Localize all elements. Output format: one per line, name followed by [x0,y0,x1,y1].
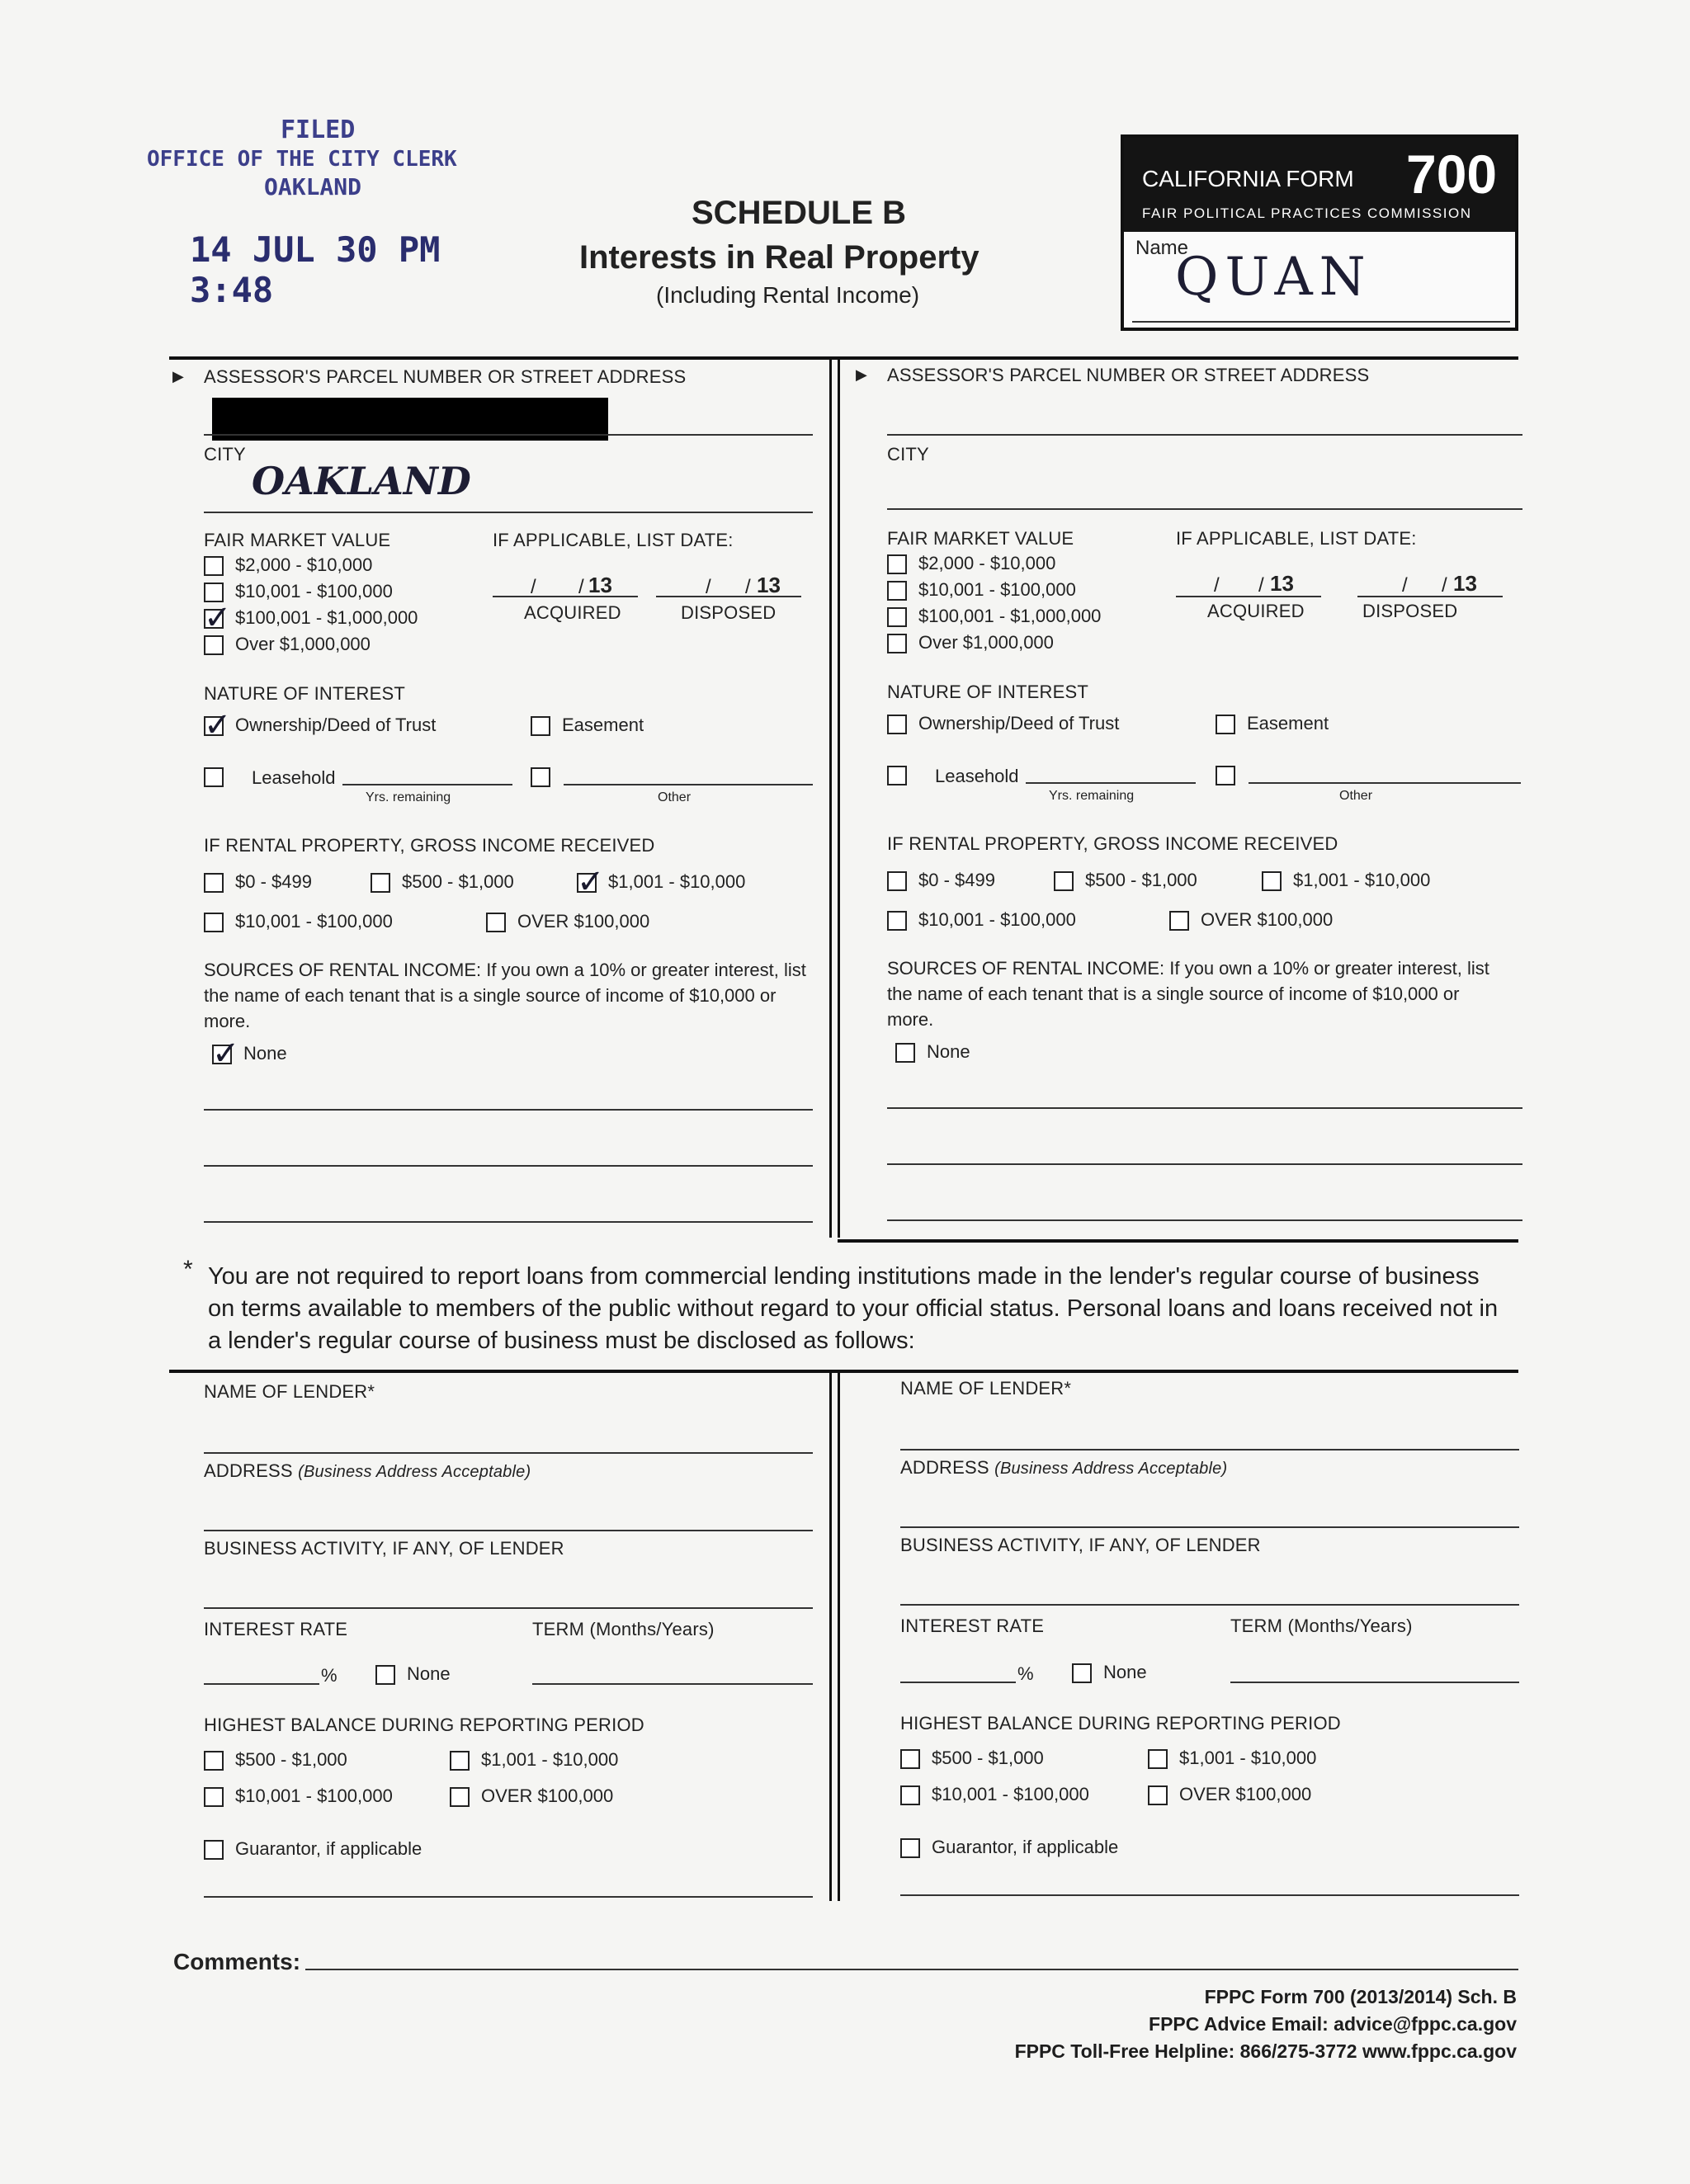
balance-checkbox-2[interactable] [1148,1749,1168,1769]
lender-label: NAME OF LENDER* [900,1378,1072,1399]
address-label [900,1457,1227,1479]
tenant-line-1 [887,1107,1522,1109]
easement-label: Easement [1247,713,1329,734]
activity-line [204,1607,813,1609]
lender-label: NAME OF LENDER* [204,1381,375,1402]
stamp-datetime: 14 JUL 30 PM 3:48 [190,229,441,310]
other-label: Other [1339,789,1373,803]
yrs-remaining-line [1026,782,1196,784]
acquired-label: ACQUIRED [524,602,621,623]
city-line [204,512,813,513]
disposed-slash-2: / [1442,574,1447,597]
easement-checkbox[interactable] [531,716,550,736]
left-loan [169,1373,821,1901]
fmv-option-3: $100,001 - $1,000,000 [918,606,1102,626]
leasehold-label: Leasehold [935,766,1019,786]
parcel-line [204,434,813,436]
activity-label: BUSINESS ACTIVITY, IF ANY, OF LENDER [900,1535,1261,1555]
yrs-remaining-label: Yrs. remaining [1049,789,1135,803]
parcel-line [887,434,1522,436]
tenant-line-3 [204,1221,813,1223]
fmv-checkbox-3[interactable] [204,609,224,629]
percent-sign: % [321,1665,338,1686]
stamp-city: OAKLAND [264,173,362,200]
tenant-line-3 [887,1219,1522,1221]
acquired-line [493,596,638,597]
acquired-year: 13 [1270,571,1294,596]
highest-balance-label: HIGHEST BALANCE DURING REPORTING PERIOD [204,1715,644,1735]
yrs-remaining-line [342,784,512,785]
fmv-option-1: $2,000 - $10,000 [918,553,1056,573]
commission-label: FAIR POLITICAL PRACTICES COMMISSION [1142,205,1472,221]
disposed-year: 13 [757,573,781,597]
rental-option-1: $0 - $499 [918,870,995,890]
rental-option-3: $1,001 - $10,000 [608,871,746,892]
disposed-slash-2: / [745,576,751,598]
rate-none-label: None [1103,1662,1147,1682]
city-line [887,508,1522,510]
loan-divider-right [838,1373,840,1901]
acquired-slash-2: / [578,576,584,598]
guarantor-line [204,1896,813,1898]
rate-none-checkbox[interactable] [1072,1663,1092,1683]
balance-option-4: OVER $100,000 [481,1785,614,1806]
rental-option-2: $500 - $1,000 [1085,870,1197,890]
balance-checkbox-3[interactable] [900,1785,920,1805]
parcel-label: ASSESSOR'S PARCEL NUMBER OR STREET ADDRESS [204,366,687,387]
disposed-line [1357,596,1503,597]
list-date-label: IF APPLICABLE, LIST DATE: [493,530,734,550]
easement-checkbox[interactable] [1216,715,1235,734]
fmv-option-1: $2,000 - $10,000 [235,554,373,575]
footer-helpline: FPPC Toll-Free Helpline: 866/275-3772 www.fppc.ca.gov [1014,2040,1517,2062]
sources-none-checkbox[interactable] [212,1045,232,1064]
city-value: OAKLAND [252,459,471,503]
address-note: (Business Address Acceptable) [298,1463,531,1481]
disposed-slash-1: / [1402,574,1408,597]
sources-text: SOURCES OF RENTAL INCOME: If you own a 10% or greater interest, list the name of each tenant that is a single source of income of $10,000 or more. [204,960,806,1031]
balance-option-2: $1,001 - $10,000 [481,1749,619,1770]
activity-line [900,1604,1519,1606]
rental-checkbox-5[interactable] [486,913,506,932]
percent-sign: % [1017,1663,1034,1684]
disposed-label: DISPOSED [1362,601,1458,621]
fmv-checkbox-1[interactable] [204,556,224,576]
address-text: ADDRESS [900,1457,989,1478]
interest-rate-label: INTEREST RATE [900,1616,1045,1636]
rental-checkbox-2[interactable] [1054,871,1074,891]
balance-option-4: OVER $100,000 [1179,1784,1312,1804]
list-date-label: IF APPLICABLE, LIST DATE: [1176,528,1417,549]
fmv-option-4: Over $1,000,000 [235,634,371,654]
city-label: CITY [204,444,246,465]
highest-balance-label: HIGHEST BALANCE DURING REPORTING PERIOD [900,1713,1341,1734]
sources-none-checkbox[interactable] [895,1043,915,1063]
footer [1015,1984,1517,2065]
guarantor-checkbox[interactable] [204,1840,224,1860]
acquired-slash-1: / [1214,574,1220,597]
fmv-checkbox-3[interactable] [887,607,907,627]
guarantor-checkbox[interactable] [900,1838,920,1858]
yrs-remaining-label: Yrs. remaining [366,790,451,804]
name-line [1132,321,1510,323]
sources-none-label: None [927,1041,970,1062]
rental-checkbox-5[interactable] [1169,911,1189,931]
rental-label: IF RENTAL PROPERTY, GROSS INCOME RECEIVED [204,835,655,856]
fmv-option-2: $10,001 - $100,000 [235,581,393,601]
guarantor-label: Guarantor, if applicable [932,1837,1119,1857]
stamp-office: OFFICE OF THE CITY CLERK [147,147,457,172]
stamp-filed: FILED [281,116,356,144]
loan-divider-left [829,1373,832,1901]
rental-option-5: OVER $100,000 [517,911,650,932]
acquired-slash-2: / [1258,574,1264,597]
rental-checkbox-3[interactable] [577,873,597,893]
disposed-slash-1: / [706,576,711,598]
ownership-label: Ownership/Deed of Trust [918,713,1120,734]
address-line [204,1530,813,1531]
term-label: TERM (Months/Years) [1230,1616,1413,1636]
address-label [204,1460,531,1482]
comments-label: Comments: [173,1949,301,1974]
right-loan [854,1373,1518,1901]
fmv-checkbox-4[interactable] [887,634,907,653]
rental-checkbox-1[interactable] [204,873,224,893]
form-label: CALIFORNIA FORM [1142,166,1354,191]
acquired-slash-1: / [531,576,536,598]
nature-label: NATURE OF INTEREST [887,682,1088,702]
name-value: QUAN [1175,247,1372,308]
tenant-line-2 [887,1163,1522,1165]
tenant-line-1 [204,1109,813,1111]
fmv-label: FAIR MARKET VALUE [887,528,1074,549]
schedule-label: SCHEDULE B [692,195,907,231]
balance-checkbox-4[interactable] [1148,1785,1168,1805]
rental-option-2: $500 - $1,000 [402,871,514,892]
arrow-icon: ▶ [856,366,867,383]
balance-checkbox-3[interactable] [204,1787,224,1807]
interest-rate-line [900,1682,1016,1683]
fmv-option-2: $10,001 - $100,000 [918,579,1076,600]
fmv-checkbox-4[interactable] [204,635,224,655]
other-interest-checkbox[interactable] [1216,766,1235,785]
city-label: CITY [887,444,929,465]
leasehold-label: Leasehold [252,767,336,788]
acquired-line [1176,596,1321,597]
other-interest-checkbox[interactable] [531,767,550,787]
footer-form-id: FPPC Form 700 (2013/2014) Sch. B [1204,1986,1517,2007]
address-line [900,1526,1519,1528]
rental-checkbox-4[interactable] [887,911,907,931]
lender-line [204,1452,813,1454]
page-subtitle: (Including Rental Income) [656,282,920,308]
balance-option-2: $1,001 - $10,000 [1179,1748,1317,1768]
balance-checkbox-2[interactable] [450,1751,470,1771]
sources-text: SOURCES OF RENTAL INCOME: If you own a 10% or greater interest, list the name of each tenant that is a single source of income of $10,000 or more. [887,958,1489,1030]
rental-option-5: OVER $100,000 [1201,909,1334,930]
ownership-checkbox[interactable] [887,715,907,734]
guarantor-label: Guarantor, if applicable [235,1838,422,1859]
loans-note: You are not required to report loans from commercial lending institutions made in the lender's regular course of business on terms available to members of the public without regard to your official status. Personal loans and loans received not in a lender's regular course of business must be disclosed as follows: [208,1263,1499,1354]
balance-checkbox-4[interactable] [450,1787,470,1807]
other-line [1249,782,1521,784]
rental-checkbox-4[interactable] [204,913,224,932]
form-box-header [1124,138,1515,232]
rental-checkbox-3[interactable] [1262,871,1282,891]
property-bottom-rule [838,1239,1518,1243]
form-number: 700 [1406,144,1498,205]
ownership-label: Ownership/Deed of Trust [235,715,437,735]
balance-option-3: $10,001 - $100,000 [932,1784,1089,1804]
balance-option-1: $500 - $1,000 [235,1749,347,1770]
right-property [854,360,1518,1234]
disposed-year: 13 [1453,571,1477,596]
fmv-label: FAIR MARKET VALUE [204,530,391,550]
guarantor-line [900,1894,1519,1896]
rental-option-4: $10,001 - $100,000 [918,909,1076,930]
leasehold-checkbox[interactable] [204,767,224,787]
term-line [1230,1682,1519,1683]
balance-option-3: $10,001 - $100,000 [235,1785,393,1806]
rate-none-label: None [407,1663,451,1684]
footer-advice-email: FPPC Advice Email: advice@fppc.ca.gov [1149,2013,1517,2035]
left-property [169,360,821,1234]
rental-label: IF RENTAL PROPERTY, GROSS INCOME RECEIVED [887,833,1338,854]
disposed-label: DISPOSED [681,602,777,623]
balance-checkbox-1[interactable] [204,1751,224,1771]
sources-none-label: None [243,1043,287,1064]
rental-option-4: $10,001 - $100,000 [235,911,393,932]
rental-checkbox-2[interactable] [371,873,390,893]
easement-label: Easement [562,715,644,735]
page-title: Interests in Real Property [579,239,980,276]
property-divider-right [838,356,840,1238]
property-divider-left [829,356,832,1238]
acquired-year: 13 [588,573,612,597]
arrow-icon: ▶ [172,368,184,384]
name-label: Name [1135,237,1189,259]
rental-option-1: $0 - $499 [235,871,312,892]
interest-rate-line [204,1683,319,1685]
address-note: (Business Address Acceptable) [994,1460,1228,1478]
term-line [532,1683,813,1685]
other-line [564,784,813,785]
balance-checkbox-1[interactable] [900,1749,920,1769]
leasehold-checkbox[interactable] [887,766,907,785]
activity-label: BUSINESS ACTIVITY, IF ANY, OF LENDER [204,1538,564,1559]
fmv-option-3: $100,001 - $1,000,000 [235,607,418,628]
address-text: ADDRESS [204,1460,293,1481]
form-box [1121,134,1518,331]
note-asterisk: * [183,1256,193,1283]
balance-option-1: $500 - $1,000 [932,1748,1044,1768]
fmv-checkbox-1[interactable] [887,554,907,574]
interest-rate-label: INTEREST RATE [204,1619,348,1639]
lender-line [900,1449,1519,1450]
fmv-checkbox-2[interactable] [887,581,907,601]
comments-line [305,1969,1518,1970]
nature-label: NATURE OF INTEREST [204,683,405,704]
rate-none-checkbox[interactable] [375,1665,395,1685]
rental-option-3: $1,001 - $10,000 [1293,870,1431,890]
ownership-checkbox[interactable] [204,716,224,736]
fmv-option-4: Over $1,000,000 [918,632,1054,653]
rental-checkbox-1[interactable] [887,871,907,891]
other-label: Other [658,790,692,804]
tenant-line-2 [204,1165,813,1167]
parcel-label: ASSESSOR'S PARCEL NUMBER OR STREET ADDRESS [887,365,1370,385]
acquired-label: ACQUIRED [1207,601,1305,621]
term-label: TERM (Months/Years) [532,1619,715,1639]
